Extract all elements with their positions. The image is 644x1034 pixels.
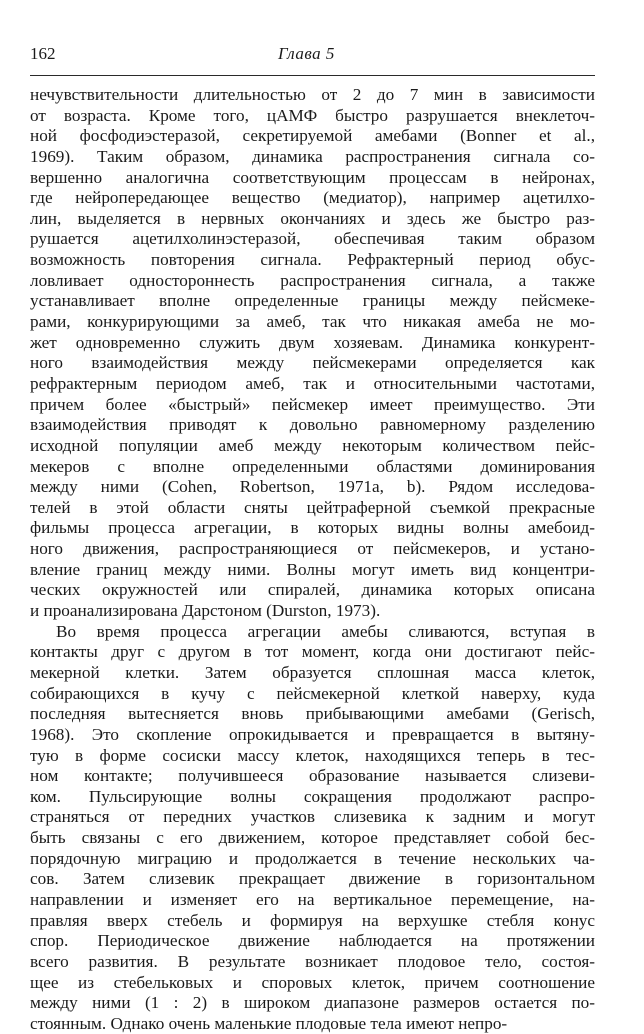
- text-line: возможность повторения сигнала. Рефрактерный период обус-: [30, 250, 595, 270]
- text-line: причем более «быстрый» пейсмекер имеет преимущество. Эти: [30, 394, 595, 414]
- paragraph: [30, 85, 595, 622]
- text-line: устанавливает вполне определенные границы между пейсмеке-: [30, 291, 595, 311]
- text-line: лин, выделяется в нервных окончаниях и здесь же быстро раз-: [30, 208, 595, 228]
- text-line: 1969). Таким образом, динамика распространения сигнала со-: [30, 146, 595, 166]
- text-line: ного движения, распространяющиеся от пейсмекеров, и устано-: [30, 539, 595, 559]
- text-line: страняться от передних участков слизевика к задним и могут: [30, 807, 595, 827]
- text-line: ном контакте; получившееся образование называется слизеви-: [30, 766, 595, 786]
- text-line: контакты друг с другом в тот момент, когда они достигают пейс-: [30, 642, 595, 662]
- text-line: рефрактерным периодом амеб, так и относительными частотами,: [30, 373, 595, 393]
- page-header: [30, 44, 595, 68]
- text-line: взаимодействия приводят к довольно равномерному разделению: [30, 415, 595, 435]
- text-line: тую в форме сосиски массу клеток, находящихся теперь в тес-: [30, 745, 595, 765]
- text-line: вление границ между ними. Волны могут иметь вид концентри-: [30, 559, 595, 579]
- text-line: собирающихся в кучу с пейсмекерной клеткой наверху, куда: [30, 683, 595, 703]
- text-line: быть связаны с его движением, которое представляет собой бес-: [30, 828, 595, 848]
- text-line: ной фосфодиэстеразой, секретируемой амебами (Bonner et al.,: [30, 126, 595, 146]
- text-line: последняя вытесняется вновь прибывающими амебами (Gerisch,: [30, 704, 595, 724]
- text-line: стоянным. Однако очень маленькие плодовые тела имеют непро-: [30, 1013, 508, 1033]
- text-line: порядочную миграцию и продолжается в течение нескольких ча-: [30, 848, 595, 868]
- text-line: где нейропередающее вещество (медиатор), например ацетилхо-: [30, 188, 595, 208]
- text-line: исходной популяции амеб между некоторым количеством пейс-: [30, 435, 595, 455]
- text-line: жет одновременно служить двум хозяевам. Динамика конкурент-: [30, 332, 595, 352]
- text-line: направлении и изменяет его на вертикальное перемещение, на-: [30, 889, 595, 909]
- text-line: нечувствительности длительностью от 2 до 7 мин в зависимости: [30, 85, 595, 104]
- text-line: сов. Затем слизевик прекращает движение в горизонтальном: [30, 869, 595, 889]
- text-line: рами, конкурирующими за амеб, так что никакая амеба не мо-: [30, 312, 595, 332]
- text-line: ного взаимодействия между пейсмекерами определяется как: [30, 353, 595, 373]
- page-number: 162: [30, 44, 56, 63]
- text-line: телей в этой области сняты цейтраферной съемкой прекрасные: [30, 497, 595, 517]
- text-line: рушается ацетилхолинэстеразой, обеспечивая таким образом: [30, 229, 595, 249]
- header-rule: [30, 75, 595, 76]
- text-line: между ними (1 : 2) в широком диапазоне размеров остается по-: [30, 993, 595, 1013]
- text-line: вершенно аналогична соответствующим процессам в нейронах,: [30, 167, 595, 187]
- text-line: ловливает одностороннесть распространения сигнала, а также: [30, 270, 595, 290]
- text-line: 1968). Это скопление опрокидывается и превращается в вытяну-: [30, 724, 595, 744]
- running-head: Глава 5: [278, 44, 335, 63]
- text-line: и проанализирована Дарстоном (Durston, 1973).: [30, 601, 381, 621]
- paragraph: [30, 622, 595, 1034]
- text-line: фильмы процесса агрегации, в которых видны волны амебоид-: [30, 518, 595, 538]
- text-line: щее из стебельковых и споровых клеток, причем соотношение: [30, 972, 595, 992]
- text-line: ком. Пульсирующие волны сокращения продолжают распро-: [30, 786, 595, 806]
- text-line: между ними (Cohen, Robertson, 1971a, b). Рядом исследова-: [30, 477, 595, 497]
- text-line: всего развития. В результате возникает плодовое тело, состоя-: [30, 951, 595, 971]
- text-line: от возраста. Кроме того, цАМФ быстро разрушается внеклеточ-: [30, 105, 595, 125]
- text-line: Во время процесса агрегации амебы сливаются, вступая в: [56, 621, 595, 641]
- text-line: правляя вверх стебель и формируя на верхушке стебля конус: [30, 910, 595, 930]
- body-text: [30, 85, 595, 1034]
- text-line: спор. Периодическое движение наблюдается на протяжении: [30, 931, 595, 951]
- text-line: мекеров с вполне определенными областями доминирования: [30, 456, 595, 476]
- text-line: ческих окружностей или спиралей, динамика которых описана: [30, 580, 595, 600]
- text-line: мекерной клетки. Затем образуется сплошная масса клеток,: [30, 662, 595, 682]
